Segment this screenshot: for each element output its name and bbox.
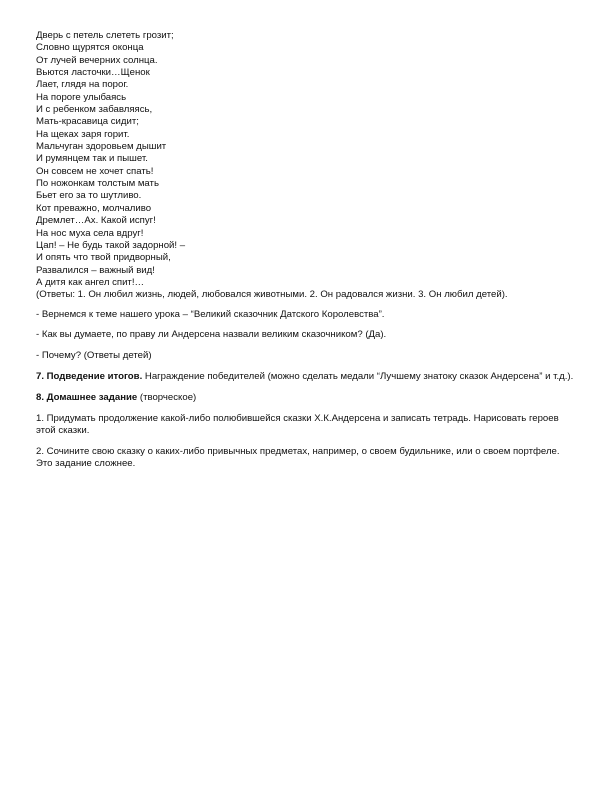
return-topic-text: - Вернемся к теме нашего урока – “Великий сказочник Датского Королевства”. — [36, 308, 385, 320]
document-page — [36, 30, 576, 471]
homework-section — [36, 392, 576, 405]
poem-line: На нос муха села вдруг! — [36, 227, 144, 239]
poem-line: От лучей вечерних солнца. — [36, 54, 158, 66]
poem-line: Дверь с петель слететь грозит; — [36, 30, 174, 41]
poem-line: А дитя как ангел спит!… — [36, 276, 145, 288]
poem-answers: (Ответы: 1. Он любил жизнь, людей, любовался животными. 2. Он радовался жизни. 3. Он любил детей). — [36, 289, 508, 301]
poem-line: Мальчуган здоровьем дышит — [36, 141, 167, 153]
poem-line: Кот преважно, молчаливо — [36, 202, 152, 214]
homework-task-1: 1. Придумать продолжение какой-либо полюбившейся сказки Х.К.Андерсена и записать тетрадь. Нарисовать героев этой сказки. — [36, 412, 559, 437]
poem-line: И с ребенком забавляясь, — [36, 104, 153, 116]
poem-line: Вьются ласточки…Щенок — [36, 67, 150, 79]
poem-line: Бьет его за то шутливо. — [36, 190, 142, 202]
poem-line: На щеках заря горит. — [36, 128, 130, 140]
summary-section — [36, 371, 576, 384]
poem-line: Дремлет…Ах. Какой испуг! — [36, 215, 156, 227]
poem-line: Словно щурятся оконца — [36, 42, 144, 54]
summary-heading: 7. Подведение итогов. — [36, 371, 143, 383]
homework-task-2: 2. Сочините свою сказку о каких-либо привычных предметах, например, о своем будильнике, или о своем портфеле. Это задание сложнее. — [36, 445, 560, 470]
homework-heading: 8. Домашнее задание — [36, 391, 138, 403]
why-text: - Почему? (Ответы детей) — [36, 349, 152, 361]
poem-line: По ножонкам толстым мать — [36, 178, 159, 190]
poem-line: Он совсем не хочет спать! — [36, 165, 154, 177]
poem-block — [36, 30, 576, 302]
poem-line: Лает, глядя на порог. — [36, 79, 129, 91]
summary-text: Награждение победителей (можно сделать медали “Лучшему знатоку сказок Андерсена” и т.д.). — [142, 371, 574, 383]
poem-line: Цап! – Не будь такой задорной! – — [36, 239, 186, 251]
question-text: - Как вы думаете, по праву ли Андерсена назвали великим сказочником? (Да). — [36, 329, 387, 341]
homework-note: (творческое) — [137, 391, 197, 403]
poem-line: И опять что твой придворный, — [36, 252, 171, 264]
poem-line: На пороге улыбаясь — [36, 91, 127, 103]
poem-line: Мать-красавица сидит; — [36, 116, 139, 128]
poem-line: И румянцем так и пышет. — [36, 153, 148, 165]
poem-line: Развалился – важный вид! — [36, 264, 155, 276]
